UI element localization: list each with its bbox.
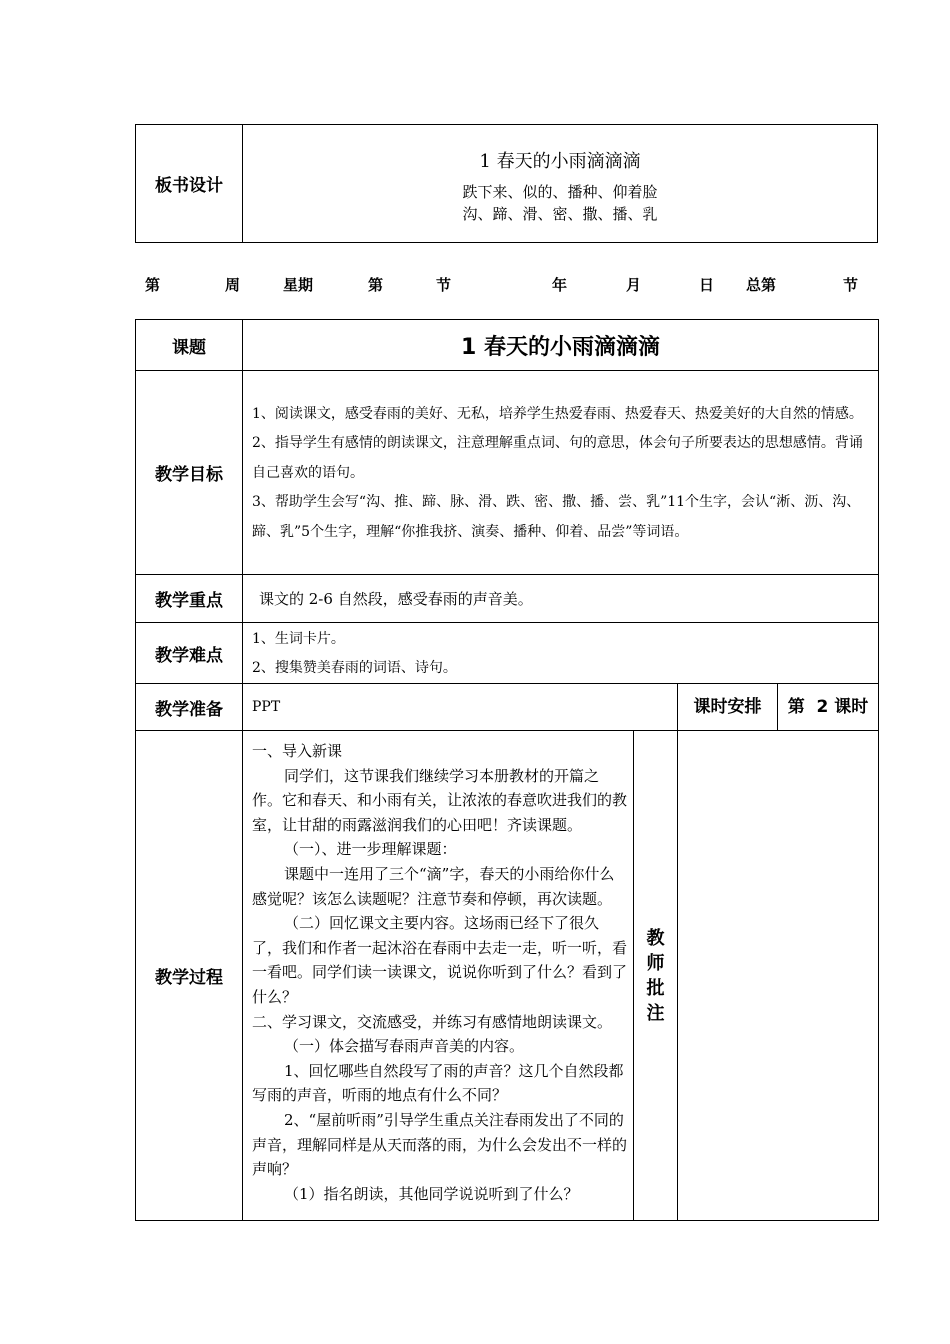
process-content <box>243 731 634 1221</box>
difficulty-item: 2、搜集赞美春雨的词语、诗句。 <box>252 660 457 676</box>
schedule-label: 课时安排 <box>678 684 778 730</box>
process-paragraph: 2、“屋前听雨”引导学生重点关注春雨发出了不同的声音，理解同样是从天而落的雨，为什么会发出不一样的声响？ <box>252 1110 628 1179</box>
process-paragraph: （一）、进一步理解课题： <box>284 840 457 859</box>
process-paragraph: （1）指名朗读，其他同学说说听到了什么？ <box>284 1184 579 1203</box>
header-week: 周 <box>225 276 241 294</box>
process-paragraph: 同学们，这节课我们继续学习本册教材的开篇之作。它和春天、和小雨有关，让浓浓的春意吹进我们的教室，让甘甜的雨露滋润我们的心田吧！齐读课题。 <box>252 766 628 834</box>
board-line-2: 沟、蹄、滑、密、撒、播、乳 <box>462 204 658 223</box>
schedule-header <box>0 274 950 294</box>
goals-label: 教学目标 <box>136 371 243 575</box>
board-line-1: 跌下来、似的、播种、仰着脸 <box>462 182 658 201</box>
difficulty-label: 教学难点 <box>136 623 243 684</box>
process-paragraph: 课题中一连用了三个“滴”字，春天的小雨给你什么感觉呢？该怎么读题呢？注意节奏和停顿，再次读题。 <box>252 864 615 908</box>
header-period: 节 <box>436 276 452 294</box>
board-design-content <box>243 125 878 243</box>
header-period-prefix: 第 <box>368 276 384 294</box>
teacher-notes-char: 注 <box>646 1002 665 1024</box>
board-title: 1 春天的小雨滴滴滴 <box>479 150 641 172</box>
process-label: 教学过程 <box>136 731 243 1221</box>
lesson-plan-table <box>135 319 879 1221</box>
goal-item: 2、指导学生有感情的朗读课文，注意理解重点词、句的意思，体会句子所要表达的思想感情。背诵自己喜欢的语句。 <box>252 435 863 481</box>
difficulty-content <box>243 623 879 684</box>
header-total-period: 节 <box>843 276 859 294</box>
schedule-value: 第 2 课时 <box>787 697 869 717</box>
header-total-prefix: 总第 <box>746 276 777 294</box>
header-weekday: 星期 <box>283 276 314 294</box>
topic-label: 课题 <box>136 320 243 371</box>
goals-content <box>243 371 879 575</box>
header-day: 日 <box>699 276 715 294</box>
teacher-notes-char: 师 <box>646 952 665 974</box>
key-points-content: 课文的 2-6 自然段，感受春雨的声音美。 <box>243 575 879 623</box>
header-month: 月 <box>626 276 642 294</box>
teacher-notes-char: 批 <box>646 977 665 999</box>
preparation-label: 教学准备 <box>136 684 243 731</box>
difficulty-item: 1、生词卡片。 <box>252 631 345 647</box>
header-year: 年 <box>552 276 568 294</box>
goal-item: 1、阅读课文，感受春雨的美好、无私，培养学生热爱春雨、热爱春天、热爱美好的大自然的情感。 <box>252 405 863 422</box>
key-points-label: 教学重点 <box>136 575 243 623</box>
board-design-table <box>135 124 878 243</box>
preparation-content: PPT <box>243 684 678 731</box>
header-week-prefix: 第 <box>145 276 161 294</box>
process-paragraph: （一）体会描写春雨声音美的内容。 <box>284 1037 525 1056</box>
teacher-notes-area <box>678 731 879 1221</box>
goal-item: 3、帮助学生会写“沟、推、蹄、脉、滑、跌、密、撒、播、尝、乳”11个生字，会认“淅、沥、沟、蹄、乳”5个生字，理解“你推我挤、演奏、播种、仰着、品尝”等词语。 <box>252 494 861 540</box>
topic-title: 1 春天的小雨滴滴滴 <box>243 320 879 371</box>
teacher-notes-char: 教 <box>646 927 665 949</box>
process-paragraph: 1、回忆哪些自然段写了雨的声音？这几个自然段都写雨的声音，听雨的地点有什么不同？ <box>252 1061 624 1105</box>
board-design-label: 板书设计 <box>136 125 243 243</box>
teacher-notes-label <box>634 731 678 1221</box>
process-paragraph: （二）回忆课文主要内容。这场雨已经下了很久了，我们和作者一起沐浴在春雨中去走一走，听一听，看一看吧。同学们读一读课文，说说你听到了什么？看到了什么？ <box>252 914 628 1006</box>
process-paragraph: 二、学习课文，交流感受，并练习有感情地朗读课文。 <box>252 1012 613 1031</box>
process-paragraph: 一、导入新课 <box>252 742 343 760</box>
